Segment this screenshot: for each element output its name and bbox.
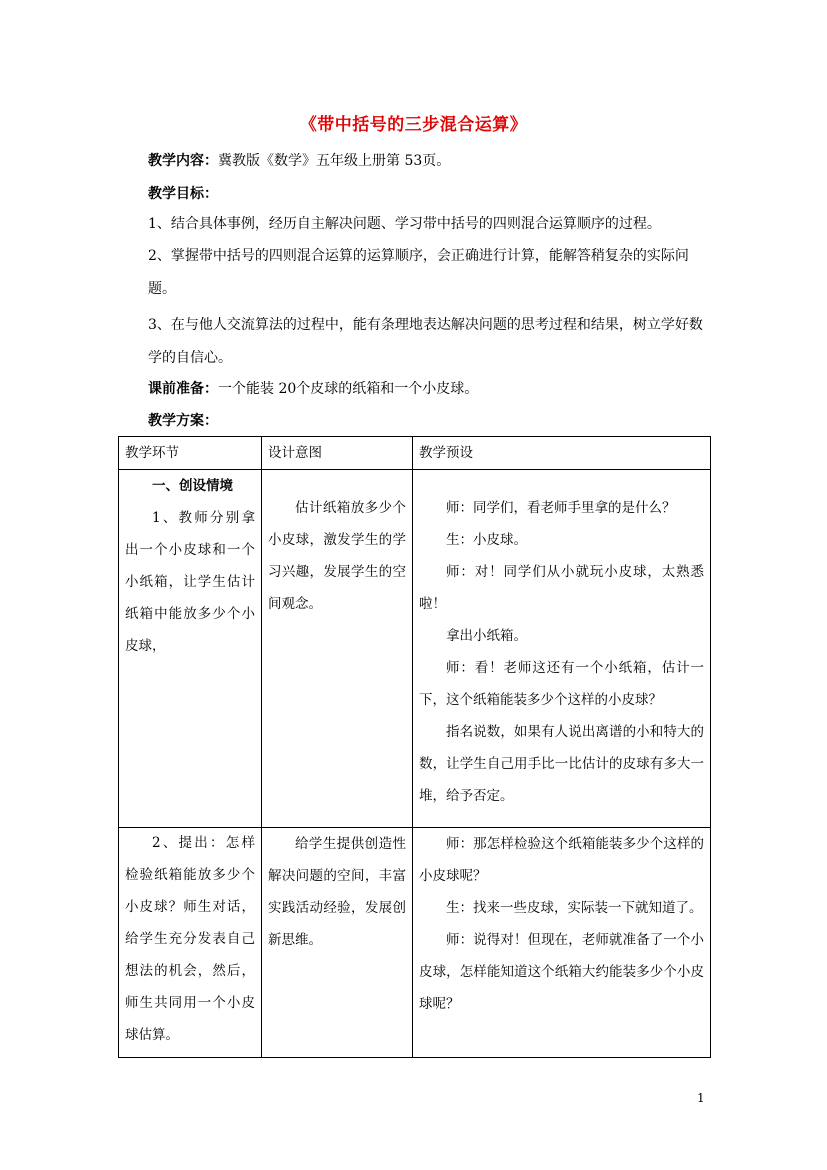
prep-label: 课前准备： [148,381,218,397]
preset-line: 拿出小纸箱。 [446,628,527,644]
stage-cell [119,470,262,828]
intent-cell [262,828,413,1058]
prep [148,379,478,399]
table-row [119,470,711,828]
teaching-content [148,151,450,171]
table-header-row [119,437,711,470]
preset-line: 生：小皮球。 [446,532,527,548]
prep-text: 一个能装 20个皮球的纸箱和一个小皮球。 [218,381,479,397]
header-intent: 设计意图 [262,437,413,470]
intent-cell [262,470,413,828]
intent-text: 给学生提供创造性解决问题的空间，丰富实践活动经验，发展创新思维。 [268,836,406,948]
stage-text: 1、教师分别拿出一个小皮球和一个小纸箱，让学生估计纸箱中能放多少个小皮球， [125,510,255,654]
preset-line: 生：找来一些皮球，实际装一下就知道了。 [446,900,703,916]
header-preset: 教学预设 [413,437,711,470]
section-heading: 一、创设情境 [152,478,233,494]
plan-label: 教学方案： [148,413,218,429]
teaching-goals-label: 教学目标： [148,186,218,202]
preset-line: 师：同学们，看老师手里拿的是什么？ [446,500,676,516]
preset-cell [413,828,711,1058]
preset-line: 指名说数，如果有人说出离谱的小和特大的数，让学生自己用手比一比估计的皮球有多大一堆，给予否定。 [419,724,704,804]
stage-cell [119,828,262,1058]
document-title: 《带中括号的三步混合运算》 [299,115,528,135]
goal-item-2-text: 2、掌握带中括号的四则混合运算的运算顺序，会正确进行计算，能解答稍复杂的实际问题。 [148,248,689,297]
table-row [119,828,711,1058]
teaching-plan-table [118,436,711,1058]
page-number: 1 [697,1091,705,1105]
goal-item-3-text: 3、在与他人交流算法的过程中，能有条理地表达解决问题的思考过程和结果，树立学好数学的自信心。 [148,317,703,366]
stage-text: 2、提出：怎样检验纸箱能放多少个小皮球？师生对话，给学生充分发表自己想法的机会，然后，师生共同用一个小皮球估算。 [125,835,255,1043]
preset-line: 师：看！老师这还有一个小纸箱，估计一下，这个纸箱能装多少个这样的小皮球？ [419,660,704,708]
teaching-content-text: 冀教版《数学》五年级上册第 53页。 [218,153,451,169]
preset-cell [413,470,711,828]
preset-line: 师：对！同学们从小就玩小皮球，太熟悉啦！ [419,564,704,612]
goal-item-1: 1、结合具体事例，经历自主解决问题、学习带中括号的四则混合运算顺序的过程。 [148,216,661,232]
teaching-content-label: 教学内容： [148,153,218,169]
preset-line: 师：那怎样检验这个纸箱能装多少个这样的小皮球呢？ [419,836,704,884]
preset-line: 师：说得对！但现在，老师就准备了一个小皮球，怎样能知道这个纸箱大约能装多少个小皮球呢？ [419,932,704,1012]
goal-item-3 [148,309,708,375]
header-stage: 教学环节 [119,437,262,470]
goal-item-2 [148,240,708,306]
intent-text: 估计纸箱放多少个小皮球，激发学生的学习兴趣，发展学生的空间观念。 [268,500,406,612]
